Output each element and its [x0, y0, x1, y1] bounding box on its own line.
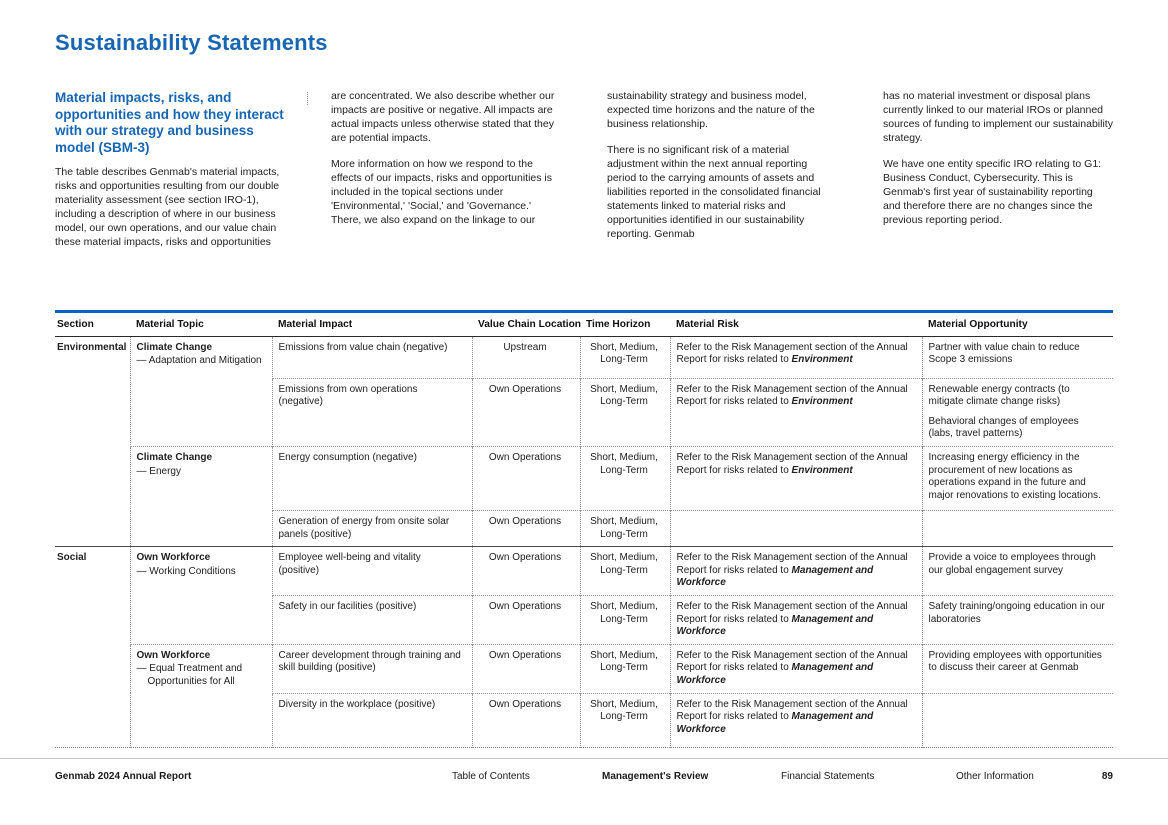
risk-cell [670, 596, 922, 645]
section-heading: Material impacts, risks, and opportunities and how they interact with our strategy and business model (SBM-3) [55, 90, 284, 156]
opportunity-text-2: Behavioral changes of employees (labs, travel patterns) [928, 415, 1079, 440]
risk-topic: Environment [791, 464, 853, 476]
topic-title: Own Workforce [136, 649, 211, 661]
intro-column-2 [331, 90, 561, 262]
impact-cell: Generation of energy from onsite solar panels (positive) [272, 511, 472, 547]
col-header-material-impact: Material Impact [272, 311, 472, 336]
table-row [55, 336, 1113, 378]
col-header-material-risk: Material Risk [670, 311, 922, 336]
location-cell: Upstream [472, 336, 580, 378]
topic-title: Own Workforce [136, 552, 211, 564]
location-cell: Own Operations [472, 511, 580, 547]
intro-paragraph: are concentrated. We also describe whether our impacts are positive or negative. All impacts are actual impacts unless otherwise stated that they are potential impacts. [331, 90, 555, 144]
topic-subtitle: — Working Conditions [136, 565, 236, 577]
topic-subtitle: — Adaptation and Mitigation [136, 355, 262, 367]
horizon-cell: Short, Medium, Long-Term [580, 547, 670, 596]
location-cell: Own Operations [472, 378, 580, 446]
column-divider [307, 92, 308, 105]
table-row [55, 447, 1113, 511]
location-cell: Own Operations [472, 447, 580, 511]
opportunity-text: Safety training/ongoing education in our laboratories [928, 601, 1105, 625]
intro-paragraph: has no material investment or disposal plans currently linked to our material IROs or planned sources of funding to implement our sustainability strategy. [883, 90, 1113, 144]
intro-paragraph: sustainability strategy and business model, expected time horizons and the nature of the business relationship. [607, 90, 815, 130]
risk-topic: Management and Workforce [676, 662, 874, 686]
risk-topic: Management and Workforce [676, 613, 874, 638]
table-row [55, 547, 1113, 596]
impact-cell: Emissions from value chain (negative) [272, 336, 472, 378]
topic-cell [130, 336, 272, 446]
opportunity-cell-empty [922, 511, 1113, 547]
page-footer [0, 758, 1168, 825]
impact-cell: Emissions from own operations (negative) [272, 378, 472, 446]
opportunity-cell-empty [922, 693, 1113, 747]
intro-paragraph: The table describes Genmab's material impacts, risks and opportunities resulting from our double materiality assessment (see section IRO-1), including a description of where in our business model, our own operations, and our value chain these material impacts, risks and opportunities [55, 165, 280, 248]
location-cell: Own Operations [472, 693, 580, 747]
footer-nav-table-of-contents[interactable]: Table of Contents [452, 771, 530, 782]
horizon-cell: Short, Medium, Long-Term [580, 447, 670, 511]
risk-cell [670, 693, 922, 747]
topic-subtitle: — Equal Treatment and Opportunities for All [136, 663, 243, 687]
topic-cell [130, 447, 272, 547]
opportunity-cell [922, 378, 1113, 446]
intro-column-1 [55, 90, 285, 262]
risk-text: Refer to the Risk Management section of the Annual Report for risks related to [676, 649, 908, 674]
horizon-cell: Short, Medium, Long-Term [580, 644, 670, 693]
opportunity-text: Renewable energy contracts (to mitigate climate change risks) [928, 383, 1070, 408]
horizon-cell: Short, Medium, Long-Term [580, 693, 670, 747]
intro-paragraph: There is no significant risk of a material adjustment within the next annual reporting period to the carrying amounts of assets and liabilities reported in the consolidated financial statements linked to material risks and opportunities identified in our sustainability reporting. Genmab [607, 143, 821, 240]
col-header-time-horizon: Time Horizon [580, 311, 670, 336]
risk-cell [670, 336, 922, 378]
col-header-material-topic: Material Topic [130, 311, 272, 336]
risk-topic: Environment [791, 396, 853, 408]
impact-cell: Energy consumption (negative) [272, 447, 472, 511]
opportunity-cell [922, 644, 1113, 693]
page-number: 89 [1101, 771, 1113, 782]
intro-paragraph: More information on how we respond to the effects of our impacts, risks and opportunities is included in the topical sections under 'Environmental,' 'Social,' and 'Governance.' There, we also expand on the linkage to our [331, 157, 552, 226]
footer-nav-financial-statements[interactable]: Financial Statements [781, 771, 875, 782]
footer-nav-managements-review[interactable]: Management's Review [602, 771, 709, 782]
risk-text: Refer to the Risk Management section of the Annual Report for risks related to [676, 698, 908, 723]
topic-title: Climate Change [136, 452, 213, 464]
opportunity-text: Provide a voice to employees through our global engagement survey [928, 552, 1096, 576]
opportunity-cell [922, 547, 1113, 596]
table-row [55, 644, 1113, 693]
impact-cell: Diversity in the workplace (positive) [272, 693, 472, 747]
opportunity-cell [922, 447, 1113, 511]
risk-topic: Environment [791, 354, 853, 366]
topic-subtitle: — Energy [136, 465, 181, 477]
intro-column-3 [607, 90, 837, 262]
report-title: Genmab 2024 Annual Report [55, 771, 192, 782]
impact-cell: Career development through training and skill building (positive) [272, 644, 472, 693]
risk-topic: Management and Workforce [676, 711, 874, 735]
impact-cell: Employee well-being and vitality (positive) [272, 547, 472, 596]
risk-cell [670, 447, 922, 511]
horizon-cell: Short, Medium, Long-Term [580, 336, 670, 378]
topic-cell [130, 644, 272, 747]
opportunity-cell [922, 596, 1113, 645]
opportunity-cell [922, 336, 1113, 378]
location-cell: Own Operations [472, 596, 580, 645]
location-cell: Own Operations [472, 644, 580, 693]
col-header-section: Section [55, 311, 130, 336]
opportunity-text: Increasing energy efficiency in the procurement of new locations as operations expand in the future and major renovations to existing locations. [928, 452, 1101, 501]
risk-cell-empty [670, 511, 922, 547]
risk-text: Refer to the Risk Management section of the Annual Report for risks related to [676, 552, 908, 576]
risk-text: Refer to the Risk Management section of the Annual Report for risks related to [676, 383, 908, 408]
horizon-cell: Short, Medium, Long-Term [580, 596, 670, 645]
topic-title: Climate Change [136, 341, 213, 353]
location-cell: Own Operations [472, 547, 580, 596]
col-header-value-chain-location: Value Chain Location [472, 311, 580, 336]
intro-section [55, 90, 1113, 262]
opportunity-text: Partner with value chain to reduce Scope 3 emissions [928, 341, 1080, 366]
section-cell: Social [55, 547, 130, 747]
intro-column-4 [883, 90, 1113, 262]
table-header-row [55, 311, 1113, 336]
risk-cell [670, 644, 922, 693]
risk-text: Refer to the Risk Management section of the Annual Report for risks related to [676, 341, 908, 366]
topic-cell [130, 547, 272, 645]
risk-cell [670, 378, 922, 446]
page-title: Sustainability Statements [55, 30, 328, 55]
risk-text: Refer to the Risk Management section of the Annual Report for risks related to [676, 452, 908, 476]
col-header-material-opportunity: Material Opportunity [922, 311, 1113, 336]
opportunity-text: Providing employees with opportunities to discuss their career at Genmab [928, 649, 1102, 674]
impact-cell: Safety in our facilities (positive) [272, 596, 472, 645]
risk-topic: Management and Workforce [676, 564, 874, 589]
footer-nav-other-information[interactable]: Other Information [956, 771, 1034, 782]
horizon-cell: Short, Medium, Long-Term [580, 511, 670, 547]
materiality-table [55, 310, 1113, 748]
risk-cell [670, 547, 922, 596]
risk-text: Refer to the Risk Management section of the Annual Report for risks related to [676, 601, 908, 625]
intro-paragraph: We have one entity specific IRO relating to G1: Business Conduct, Cybersecurity. This is Genmab's first year of sustainability reporting and therefore there are no changes since the previous reporting period. [883, 157, 1102, 226]
horizon-cell: Short, Medium, Long-Term [580, 378, 670, 446]
section-cell: Environmental [57, 341, 127, 353]
